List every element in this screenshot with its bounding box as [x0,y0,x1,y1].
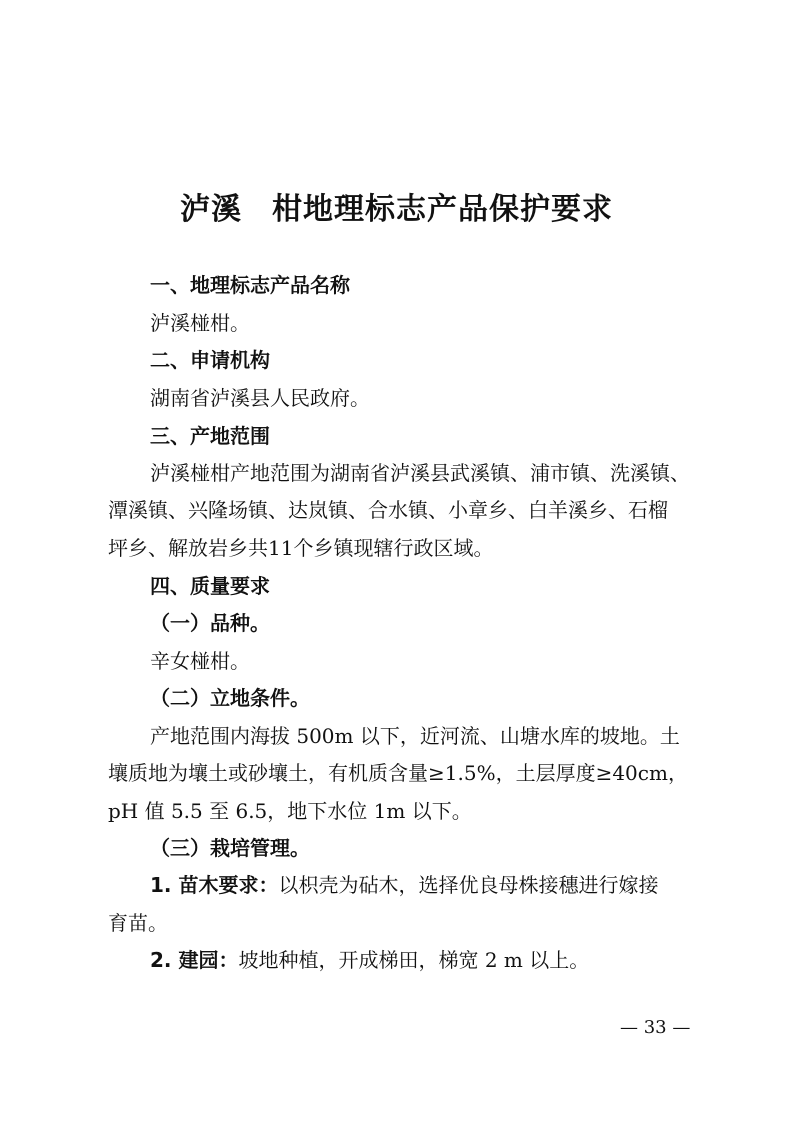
section-2-body: 湖南省泸溪县人民政府。 [150,386,370,410]
item-1-label: 1. 苗木要求： [150,873,279,897]
section-1-body: 泸溪椪柑。 [150,311,250,335]
page-number: — 33 — [620,1017,691,1038]
section-1-heading: 一、地理标志产品名称 [150,273,350,297]
subsection-2-body-line-1: 产地范围内海拔 500m 以下，近河流、山塘水库的坡地。土 [150,724,680,748]
subsection-2-body-line-3: pH 值 5.5 至 6.5，地下水位 1m 以下。 [108,799,472,823]
subsection-3-heading: （三）栽培管理。 [150,836,310,860]
section-2-heading: 二、申请机构 [150,348,270,372]
section-3-body-line-2: 潭溪镇、兴隆场镇、达岚镇、合水镇、小章乡、白羊溪乡、石榴 [108,498,668,522]
item-1 [150,872,700,898]
subsection-1-heading: （一）品种。 [150,611,270,635]
subsection-1-body: 辛女椪柑。 [150,649,250,673]
subsection-2-body-line-2: 壤质地为壤土或砂壤土，有机质含量≥1.5%，土层厚度≥40cm， [108,761,688,785]
section-3-body-line-3: 坪乡、解放岩乡共11个乡镇现辖行政区域。 [108,536,494,560]
section-3-body-line-1: 泸溪椪柑产地范围为湖南省泸溪县武溪镇、浦市镇、洗溪镇、 [150,461,690,485]
item-1-body-line-1: 以枳壳为砧木，选择优良母株接穗进行嫁接 [278,873,659,897]
subsection-2-heading: （二）立地条件。 [150,686,310,710]
item-1-body-line-2: 育苗。 [108,911,168,935]
item-2-body: 坡地种植，开成梯田，梯宽 2 m 以上。 [238,948,590,972]
item-2-label: 2. 建园： [150,948,239,972]
title-part-2: 柑地理标志产品保护要求 [272,192,613,227]
title-part-1: 泸溪 [180,192,242,227]
section-3-heading: 三、产地范围 [150,424,270,448]
section-4-heading: 四、质量要求 [150,574,270,598]
item-2 [150,947,700,973]
page-title [0,190,793,230]
